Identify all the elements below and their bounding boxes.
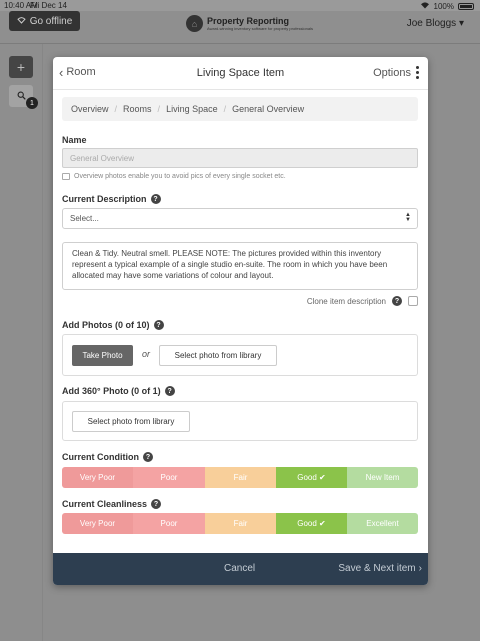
help-icon[interactable]: ? (165, 386, 175, 396)
go-offline-button[interactable] (9, 11, 80, 31)
item-modal (53, 57, 428, 585)
name-label (62, 135, 87, 145)
logo-subtext: Award-winning inventory software for property professionals (207, 26, 313, 31)
select-360-from-library-button[interactable]: Select photo from library (72, 411, 190, 432)
kebab-icon (416, 66, 419, 79)
name-field[interactable]: General Overview (62, 148, 418, 168)
sidebar-divider (42, 44, 43, 641)
breadcrumb-rooms[interactable]: Rooms (123, 104, 152, 114)
current-description-label-text: Current Description (62, 194, 147, 204)
condition-very-poor[interactable]: Very Poor (62, 467, 133, 488)
app-header (0, 11, 480, 43)
add-360-panel (62, 401, 418, 441)
cleanliness-excellent[interactable]: Excellent (347, 513, 418, 534)
add-360-label (62, 386, 175, 396)
add-photos-label (62, 320, 164, 330)
chevron-left-icon: ‹ (59, 64, 64, 80)
clone-description (307, 296, 418, 306)
condition-selector (62, 467, 418, 488)
header-divider (0, 43, 480, 44)
help-icon[interactable]: ? (154, 320, 164, 330)
condition-fair[interactable]: Fair (205, 467, 276, 488)
photo-hint-text: Overview photos enable you to avoid pics of every single socket etc. (74, 173, 286, 180)
app-logo (186, 15, 313, 32)
breadcrumb-living-space[interactable]: Living Space (166, 104, 218, 114)
cleanliness-very-poor[interactable]: Very Poor (62, 513, 133, 534)
modal-title: Living Space Item (196, 67, 285, 79)
breadcrumb-separator: / (114, 104, 118, 114)
add-360-label-text: Add 360° Photo (0 of 1) (62, 386, 161, 396)
modal-footer (53, 553, 428, 585)
clone-label: Clone item description (306, 296, 386, 306)
current-description-label (62, 194, 161, 204)
cleanliness-good[interactable]: Good ✔ (276, 513, 347, 534)
status-time: 10:40 AM (4, 1, 38, 10)
cleanliness-poor[interactable]: Poor (133, 513, 205, 534)
current-description-select[interactable] (62, 208, 418, 229)
name-label-text: Name (62, 135, 87, 145)
save-next-label: Save & Next item (338, 563, 416, 574)
breadcrumb-general-overview: General Overview (232, 104, 305, 114)
or-text: or (142, 349, 151, 359)
cleanliness-fair[interactable]: Fair (205, 513, 276, 534)
wifi-off-icon (17, 16, 26, 27)
caret-down-icon: ▾ (458, 18, 464, 29)
breadcrumb (62, 97, 418, 121)
cancel-button[interactable]: Cancel (224, 563, 256, 574)
breadcrumb-separator: / (157, 104, 161, 114)
help-icon[interactable]: ? (151, 499, 161, 509)
breadcrumb-separator: / (223, 104, 227, 114)
comment-icon (62, 173, 70, 180)
condition-good[interactable]: Good ✔ (276, 467, 347, 488)
wifi-icon (420, 1, 430, 11)
help-icon[interactable]: ? (143, 452, 153, 462)
clone-checkbox[interactable] (408, 296, 418, 306)
select-value: Select... (70, 214, 99, 223)
user-name: Joe Bloggs (406, 18, 457, 29)
chevron-right-icon: › (418, 563, 422, 574)
current-condition-label-text: Current Condition (62, 452, 139, 462)
take-photo-button[interactable]: Take Photo (72, 345, 133, 366)
help-icon[interactable]: ? (151, 194, 161, 204)
status-bar (0, 0, 480, 11)
add-photos-panel (62, 334, 418, 376)
add-button[interactable]: + (9, 56, 33, 78)
status-date: Fri Dec 14 (30, 1, 67, 10)
status-right (420, 1, 474, 11)
back-label: Room (66, 66, 96, 78)
cleanliness-selector (62, 513, 418, 534)
battery-icon (458, 3, 474, 10)
search-badge: 1 (26, 97, 38, 109)
help-icon[interactable]: ? (392, 296, 402, 306)
current-cleanliness-label (62, 499, 161, 509)
condition-poor[interactable]: Poor (133, 467, 205, 488)
photo-hint (62, 173, 286, 180)
current-cleanliness-label-text: Current Cleanliness (62, 499, 148, 509)
description-textarea[interactable]: Clean & Tidy. Neutral smell. PLEASE NOTE: The pictures provided within this inventory represent a typical example of a single studio en-suite. The room in which you have been allocated may have some variations of colour and layout. (62, 242, 418, 290)
condition-new-item[interactable]: New Item (347, 467, 418, 488)
add-photos-label-text: Add Photos (0 of 10) (62, 320, 150, 330)
options-button[interactable] (373, 66, 419, 79)
go-offline-label: Go offline (29, 15, 73, 27)
house-icon: ⌂ (186, 15, 203, 32)
select-arrows-icon: ▲ ▼ (405, 212, 411, 223)
breadcrumb-overview[interactable]: Overview (71, 104, 109, 114)
search-icon (17, 91, 26, 102)
user-menu[interactable] (407, 18, 464, 29)
current-condition-label (62, 452, 153, 462)
logo-text: Property Reporting (207, 16, 290, 26)
select-from-library-button[interactable]: Select photo from library (159, 345, 277, 366)
save-next-button[interactable] (338, 563, 422, 574)
options-label: Options (373, 66, 411, 79)
modal-header (53, 57, 428, 90)
battery-percent: 100% (433, 1, 454, 11)
